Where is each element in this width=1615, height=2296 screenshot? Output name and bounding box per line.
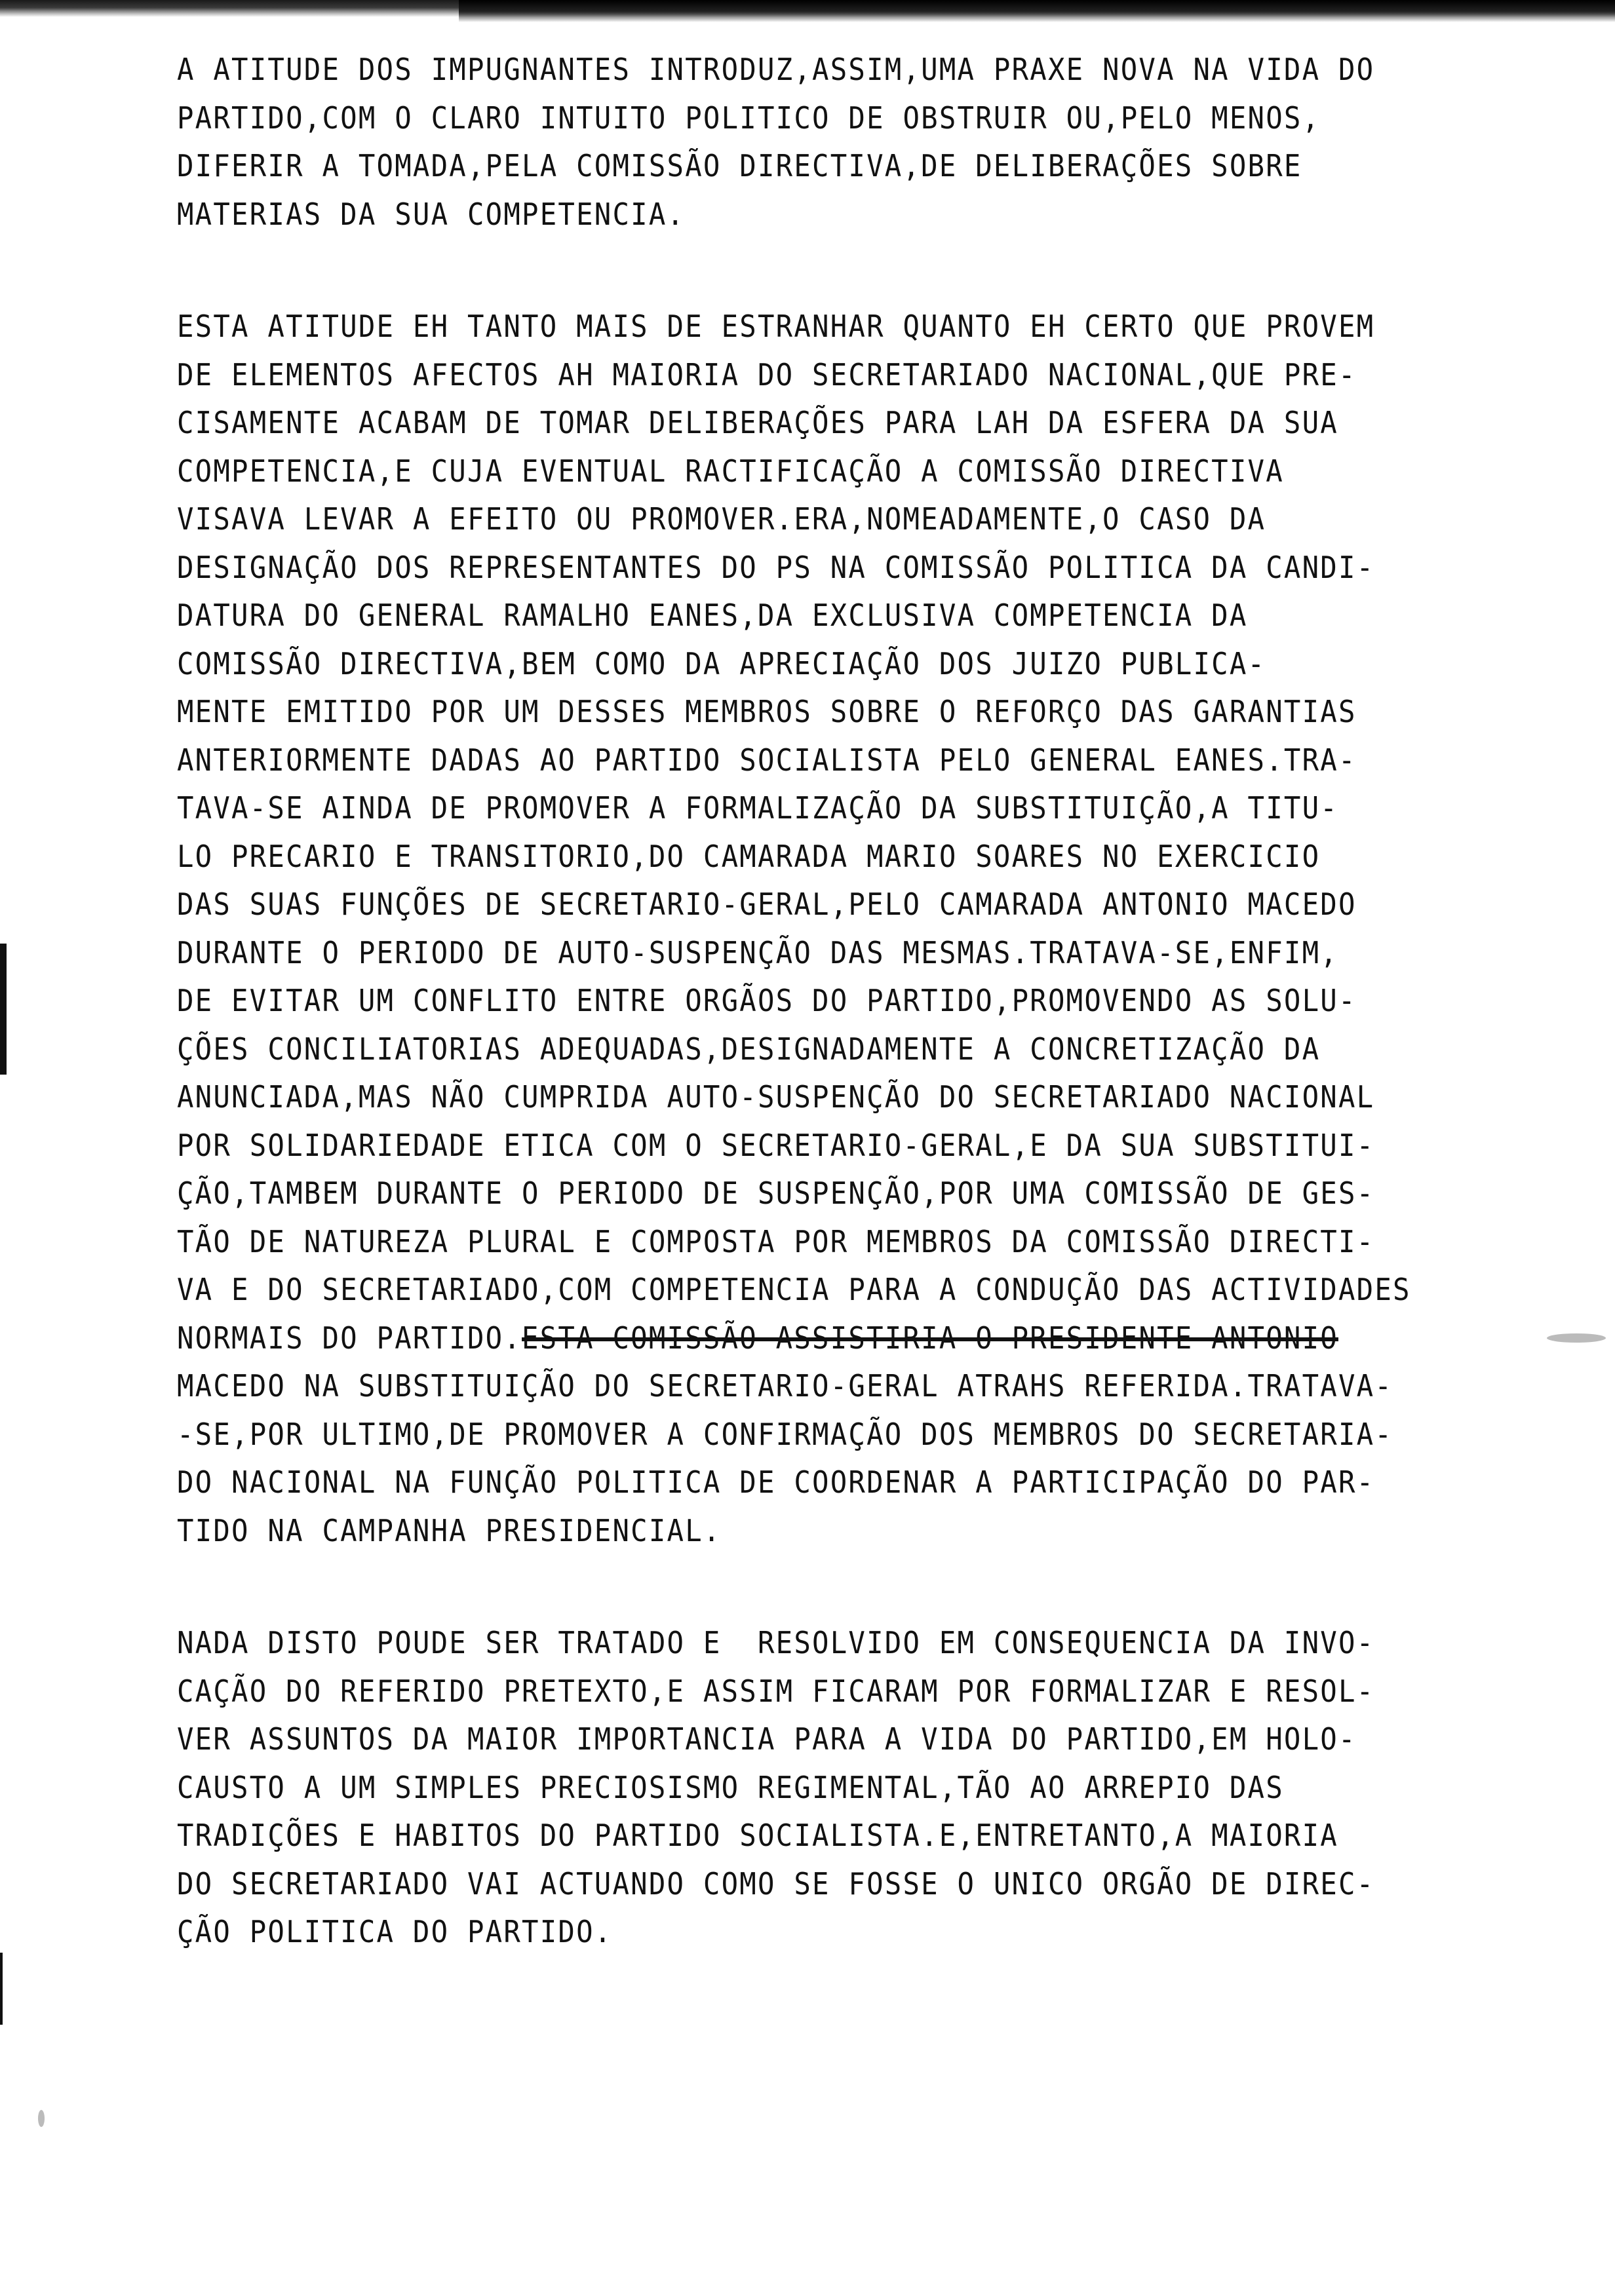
text-line: DATURA DO GENERAL RAMALHO EANES,DA EXCLUSIVA COMPETENCIA DA — [177, 598, 1248, 633]
paragraph-2 — [177, 303, 1580, 1555]
text-line: MENTE EMITIDO POR UM DESSES MEMBROS SOBRE O REFORÇO DAS GARANTIAS — [177, 694, 1357, 729]
text-line: POR SOLIDARIEDADE ETICA COM O SECRETARIO-GERAL,E DA SUA SUBSTITUI- — [177, 1127, 1375, 1163]
text-line: TRADIÇÕES E HABITOS DO PARTIDO SOCIALISTA.E,ENTRETANTO,A MAIORIA — [177, 1818, 1338, 1853]
text-line: TÃO DE NATUREZA PLURAL E COMPOSTA POR MEMBROS DA COMISSÃO DIRECTI- — [177, 1223, 1375, 1259]
text-line: NADA DISTO POUDE SER TRATADO E RESOLVIDO EM CONSEQUENCIA DA INVO- — [177, 1625, 1375, 1660]
text-line: DE EVITAR UM CONFLITO ENTRE ORGÃOS DO PARTIDO,PROMOVENDO AS SOLU- — [177, 983, 1357, 1018]
text-line: CAUSTO A UM SIMPLES PRECIOSISMO REGIMENTAL,TÃO AO ARREPIO DAS — [177, 1769, 1284, 1805]
scan-speck-small — [38, 2110, 45, 2127]
text-line: DO NACIONAL NA FUNÇÃO POLITICA DE COORDENAR A PARTICIPAÇÃO DO PAR- — [177, 1464, 1375, 1500]
text-line: COMPETENCIA,E CUJA EVENTUAL RACTIFICAÇÃO A COMISSÃO DIRECTIVA — [177, 453, 1284, 489]
scan-top-shadow — [459, 0, 1615, 22]
text-line: DE ELEMENTOS AFECTOS AH MAIORIA DO SECRETARIADO NACIONAL,QUE PRE- — [177, 356, 1357, 392]
struck-text-line — [177, 1314, 1468, 1363]
text-line: MACEDO NA SUBSTITUIÇÃO DO SECRETARIO-GERAL ATRAHS REFERIDA.TRATAVA- — [177, 1368, 1393, 1404]
text-line: DESIGNAÇÃO DOS REPRESENTANTES DO PS NA COMISSÃO POLITICA DA CANDI- — [177, 549, 1375, 585]
text-line: COMISSÃO DIRECTIVA,BEM COMO DA APRECIAÇÃO DOS JUIZO PUBLICA- — [177, 645, 1266, 681]
text-line: DURANTE O PERIODO DE AUTO-SUSPENÇÃO DAS MESMAS.TRATAVA-SE,ENFIM, — [177, 934, 1338, 970]
text-line: VISAVA LEVAR A EFEITO OU PROMOVER.ERA,NOMEADAMENTE,O CASO DA — [177, 501, 1266, 537]
paragraph-1 — [177, 46, 1580, 239]
text-line: VA E DO SECRETARIADO,COM COMPETENCIA PARA A CONDUÇÃO DAS ACTIVIDADES — [177, 1272, 1411, 1307]
text-line: ÇÕES CONCILIATORIAS ADEQUADAS,DESIGNADAMENTE A CONCRETIZAÇÃO DA — [177, 1031, 1321, 1067]
text-line: LO PRECARIO E TRANSITORIO,DO CAMARADA MARIO SOARES NO EXERCICIO — [177, 838, 1321, 874]
scan-left-mark-lower — [0, 1953, 3, 2025]
struck-line-plain: NORMAIS DO PARTIDO. — [177, 1320, 522, 1356]
text-line: TAVA-SE AINDA DE PROMOVER A FORMALIZAÇÃO DA SUBSTITUIÇÃO,A TITU- — [177, 790, 1338, 826]
text-line: DO SECRETARIADO VAI ACTUANDO COMO SE FOSSE O UNICO ORGÃO DE DIREC- — [177, 1866, 1375, 1902]
text-line: CAÇÃO DO REFERIDO PRETEXTO,E ASSIM FICARAM POR FORMALIZAR E RESOL- — [177, 1673, 1375, 1709]
text-line: ÇÃO,TAMBEM DURANTE O PERIODO DE SUSPENÇÃO,POR UMA COMISSÃO DE GES- — [177, 1176, 1375, 1211]
text-line: ESTA ATITUDE EH TANTO MAIS DE ESTRANHAR QUANTO EH CERTO QUE PROVEM — [177, 309, 1375, 344]
text-line: PARTIDO,COM O CLARO INTUITO POLITICO DE OBSTRUIR OU,PELO MENOS, — [177, 100, 1321, 136]
text-line: MATERIAS DA SUA COMPETENCIA. — [177, 196, 686, 232]
text-line: -SE,POR ULTIMO,DE PROMOVER A CONFIRMAÇÃO DOS MEMBROS DO SECRETARIA- — [177, 1416, 1393, 1452]
paragraph-3 — [177, 1619, 1580, 1957]
text-line: CISAMENTE ACABAM DE TOMAR DELIBERAÇÕES PARA LAH DA ESFERA DA SUA — [177, 405, 1338, 440]
text-line: DAS SUAS FUNÇÕES DE SECRETARIO-GERAL,PELO CAMARADA ANTONIO MACEDO — [177, 887, 1357, 922]
text-line: ANTERIORMENTE DADAS AO PARTIDO SOCIALISTA PELO GENERAL EANES.TRA- — [177, 742, 1357, 778]
text-line: TIDO NA CAMPANHA PRESIDENCIAL. — [177, 1512, 722, 1548]
text-line: A ATITUDE DOS IMPUGNANTES INTRODUZ,ASSIM,UMA PRAXE NOVA NA VIDA DO — [177, 52, 1375, 87]
text-line: DIFERIR A TOMADA,PELA COMISSÃO DIRECTIVA,DE DELIBERAÇÕES SOBRE — [177, 148, 1302, 183]
document-body — [177, 46, 1580, 2021]
text-line: VER ASSUNTOS DA MAIOR IMPORTANCIA PARA A VIDA DO PARTIDO,EM HOLO- — [177, 1721, 1357, 1757]
struck-line-deleted: ESTA COMISSÃO ASSISTIRIA O PRESIDENTE ANTONIO — [522, 1320, 1338, 1356]
text-line: ÇÃO POLITICA DO PARTIDO. — [177, 1914, 613, 1949]
scan-left-mark — [0, 944, 7, 1075]
text-line: ANUNCIADA,MAS NÃO CUMPRIDA AUTO-SUSPENÇÃO DO SECRETARIADO NACIONAL — [177, 1079, 1375, 1115]
